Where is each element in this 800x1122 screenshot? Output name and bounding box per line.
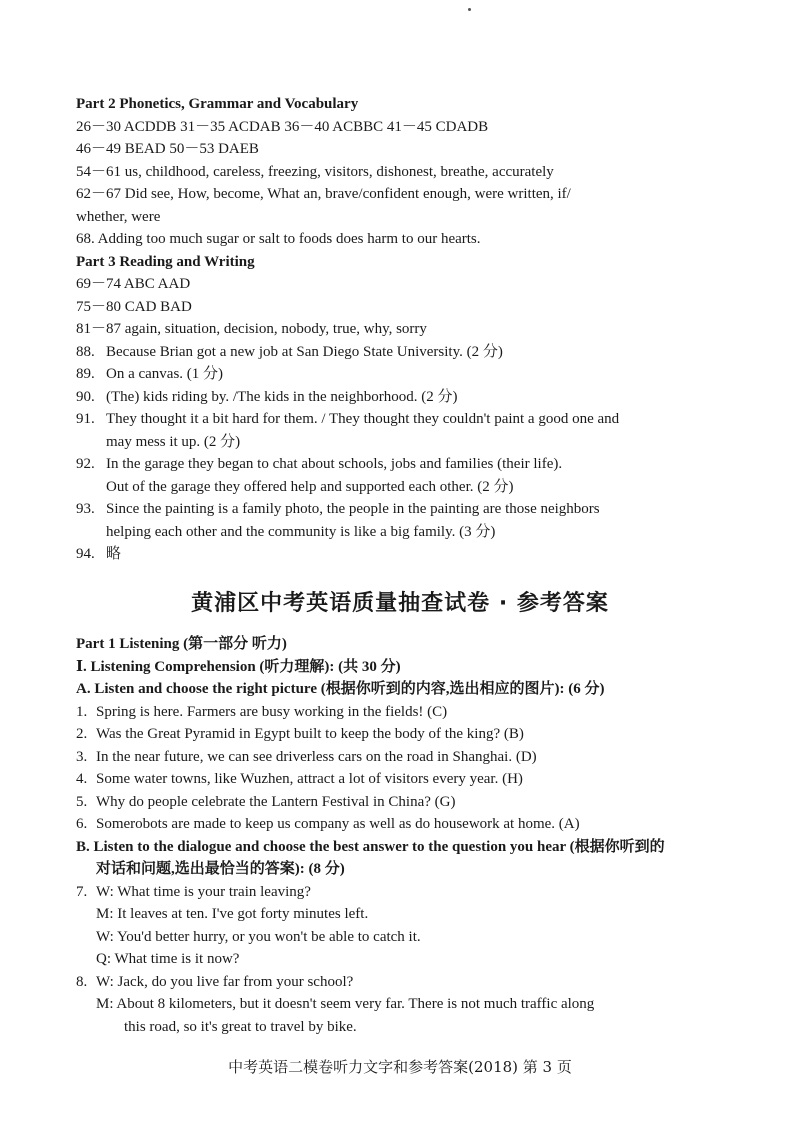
listening-comprehension-heading: Ⅰ. Listening Comprehension (听力理解): (共 30 分) bbox=[76, 658, 401, 675]
answer-item-continuation: may mess it up. (2 分) bbox=[106, 433, 241, 450]
listening-item: 1. Spring is here. Farmers are busy working in the fields! (C) bbox=[76, 703, 448, 720]
part2-line: 62－67 Did see, How, become, What an, brave/confident enough, were written, if/ bbox=[76, 186, 571, 202]
answer-item: 89. On a canvas. (1 分) bbox=[76, 366, 224, 382]
dialogue-line: 7. W: What time is your train leaving? bbox=[76, 883, 311, 900]
scan-speck bbox=[468, 8, 471, 11]
listening-item: 4. Some water towns, like Wuzhen, attract a lot of visitors every year. (H) bbox=[76, 771, 523, 787]
dialogue-line: Q: What time is it now? bbox=[96, 951, 240, 967]
section-a-heading: A. Listen and choose the right picture (根据你听到的内容,选出相应的图片): (6 分) bbox=[76, 681, 605, 697]
answer-item-continuation: Out of the garage they offered help and supported each other. (2 分) bbox=[106, 478, 514, 495]
dialogue-line: M: About 8 kilometers, but it doesn't seem very far. There is not much traffic along bbox=[96, 996, 595, 1012]
dialogue-line: W: You'd better hurry, or you won't be able to catch it. bbox=[96, 928, 421, 945]
part2-section bbox=[76, 93, 716, 566]
dialogue-line: this road, so it's great to travel by bike. bbox=[124, 1018, 357, 1035]
part2-line: whether, were bbox=[76, 208, 161, 225]
part3-line: 81－87 again, situation, decision, nobody, true, why, sorry bbox=[76, 321, 427, 337]
part3-line: 75－80 CAD BAD bbox=[76, 298, 192, 315]
answer-item: 88. Because Brian got a new job at San Diego State University. (2 分) bbox=[76, 343, 503, 360]
part2-line: 68. Adding too much sugar or salt to foods does harm to our hearts. bbox=[76, 231, 481, 247]
listening-item: 3. In the near future, we can see driverless cars on the road in Shanghai. (D) bbox=[76, 748, 537, 765]
answer-item: 93. Since the painting is a family photo, the people in the painting are those neighbors bbox=[76, 501, 600, 517]
answer-item: 90. (The) kids riding by. /The kids in the neighborhood. (2 分) bbox=[76, 388, 458, 405]
section-b-heading-continuation: 对话和问题,选出最恰当的答案): (8 分) bbox=[96, 861, 345, 877]
section-b-heading: B. Listen to the dialogue and choose the best answer to the question you hear (根据你听到的 bbox=[76, 838, 665, 855]
answer-item: 91. They thought it a bit hard for them. / They thought they couldn't paint a good one and bbox=[76, 411, 620, 427]
answer-item: 92. In the garage they began to chat about schools, jobs and families (their life). bbox=[76, 456, 563, 472]
part2-heading: Part 2 Phonetics, Grammar and Vocabulary bbox=[76, 96, 359, 112]
part3-heading: Part 3 Reading and Writing bbox=[76, 253, 255, 270]
part1-section bbox=[76, 633, 716, 1038]
listening-item: 2. Was the Great Pyramid in Egypt built to keep the body of the king? (B) bbox=[76, 726, 524, 742]
part2-line: 54－61 us, childhood, careless, freezing, visitors, dishonest, breathe, accurately bbox=[76, 163, 554, 180]
part1-heading: Part 1 Listening (第一部分 听力) bbox=[76, 636, 287, 652]
answer-item: 94. 略 bbox=[76, 546, 122, 562]
dialogue-line: M: It leaves at ten. I've got forty minutes left. bbox=[96, 906, 369, 922]
listening-item: 5. Why do people celebrate the Lantern Festival in China? (G) bbox=[76, 793, 456, 810]
dialogue-line: 8. W: Jack, do you live far from your school? bbox=[76, 973, 354, 990]
section-title: 黄浦区中考英语质量抽查试卷 · 参考答案 bbox=[191, 591, 609, 616]
part3-line: 69－74 ABC AAD bbox=[76, 276, 191, 292]
part2-line: 46－49 BEAD 50－53 DAEB bbox=[76, 141, 259, 157]
answer-item-continuation: helping each other and the community is like a big family. (3 分) bbox=[106, 523, 496, 540]
listening-item: 6. Somerobots are made to keep us company as well as do housework at home. (A) bbox=[76, 816, 580, 832]
page-footer: 中考英语二模卷听力文字和参考答案(2018) 第 3 页 bbox=[228, 1058, 572, 1076]
part2-line: 26－30 ACDDB 31－35 ACDAB 36－40 ACBBC 41－45 CDADB bbox=[76, 118, 489, 135]
